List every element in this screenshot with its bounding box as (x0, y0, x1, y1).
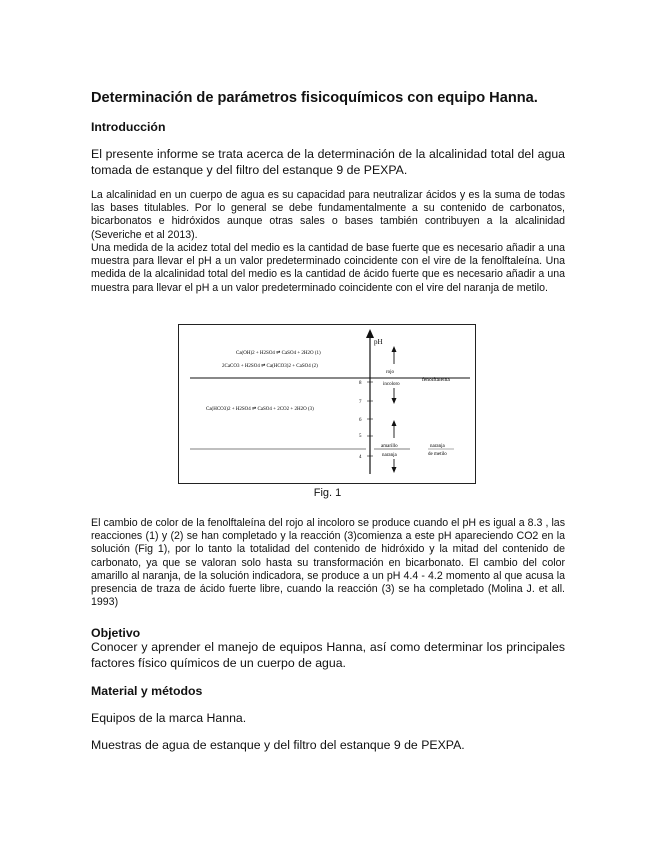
label-amarillo: amarillo (381, 444, 398, 449)
tick-5: 5 (359, 434, 362, 439)
label-naranja-metilo-1: naranja (430, 444, 445, 449)
heading-objetivo: Objetivo (91, 626, 141, 640)
tick-7: 7 (359, 400, 362, 405)
ph-axis-label: pH (374, 338, 383, 346)
figure-caption: Fig. 1 (313, 487, 342, 499)
tick-6: 6 (359, 418, 362, 423)
reaction-1: Ca(OH)2 + H2SO4 ⇌ CaSO4 + 2H2O (1) (236, 351, 321, 356)
label-fenolftaleina: fenolftaleína (422, 377, 450, 383)
document-title: Determinación de parámetros fisicoquímicos con equipo Hanna. (91, 90, 538, 106)
objetivo-paragraph: Conocer y aprender el manejo de equipos Hanna, así como determinar los principales factores físico químicos de un cuerpo de agua. (91, 640, 565, 670)
label-naranja-metilo-2: de metilo (428, 452, 447, 457)
cambio-paragraph: El cambio de color de la fenolftaleína del rojo al incoloro se produce cuando el pH es igual a 8.3 , las reacciones (1) y (2) se han completado y la reacción (3)comienza a este pH apareciendo CO2 en la solución (Fig 1), por lo tanto la totalidad del contenido de hidróxido y la mitad del contenido de carbonato, ya que se valoran solo hasta su transformación en bicarbonato. El cambio del color amarillo al naranja, de la solución indicadora, se produce a un pH 4.4 - 4.2 momento al que acusa la presencia de traza de ácido fuerte libre, cuando la reacción (3) se ha completado (Molina J. et all. 1993) (91, 517, 565, 609)
label-incoloro: incoloro (383, 382, 400, 387)
tick-8: 8 (359, 381, 362, 386)
alcalinidad-paragraph: La alcalinidad en un cuerpo de agua es su capacidad para neutralizar ácidos y es la suma de todas las bases titulables. Por lo general se debe fundamentalmente a su contenido de carbonatos, bicarbonatos e hidróxidos aunque otras sales o bases también contribuyen a la alcalinidad (Severiche et al 2013). (91, 189, 565, 241)
intro-paragraph: El presente informe se trata acerca de la determinación de la alcalinidad total del agua tomada de estanque y del filtro del estanque 9 de PEXPA. (91, 147, 565, 177)
label-rojo: rojo (386, 370, 395, 375)
label-naranja: naranja (382, 453, 397, 458)
material-line-1: Equipos de la marca Hanna. (91, 711, 247, 725)
material-line-2: Muestras de agua de estanque y del filtro del estanque 9 de PEXPA. (91, 738, 465, 752)
acidez-paragraph: Una medida de la acidez total del medio es la cantidad de base fuerte que es necesario añadir a una muestra para llevar el pH a un valor predeterminado coincidente con el vire de la fenolftaleína. Una medida de la alcalinidad total del medio es la cantidad de ácido fuerte que es necesario añadir a una muestra para llevar el pH a un valor predeterminado coincidente con el vire del naranja de metilo. (91, 242, 565, 294)
reaction-3: Ca(HCO3)2 + H2SO4 ⇌ CaSO4 + 2CO2 + 2H2O (3) (206, 407, 314, 412)
heading-introduccion: Introducción (91, 120, 166, 134)
figure-frame (179, 325, 476, 484)
heading-material-metodos: Material y métodos (91, 684, 203, 698)
figure-alkalinity-diagram (178, 324, 476, 484)
tick-4: 4 (359, 455, 362, 460)
reaction-2: 2CaCO3 + H2SO4 ⇌ Ca(HCO3)2 + CaSO4 (2) (222, 364, 318, 369)
